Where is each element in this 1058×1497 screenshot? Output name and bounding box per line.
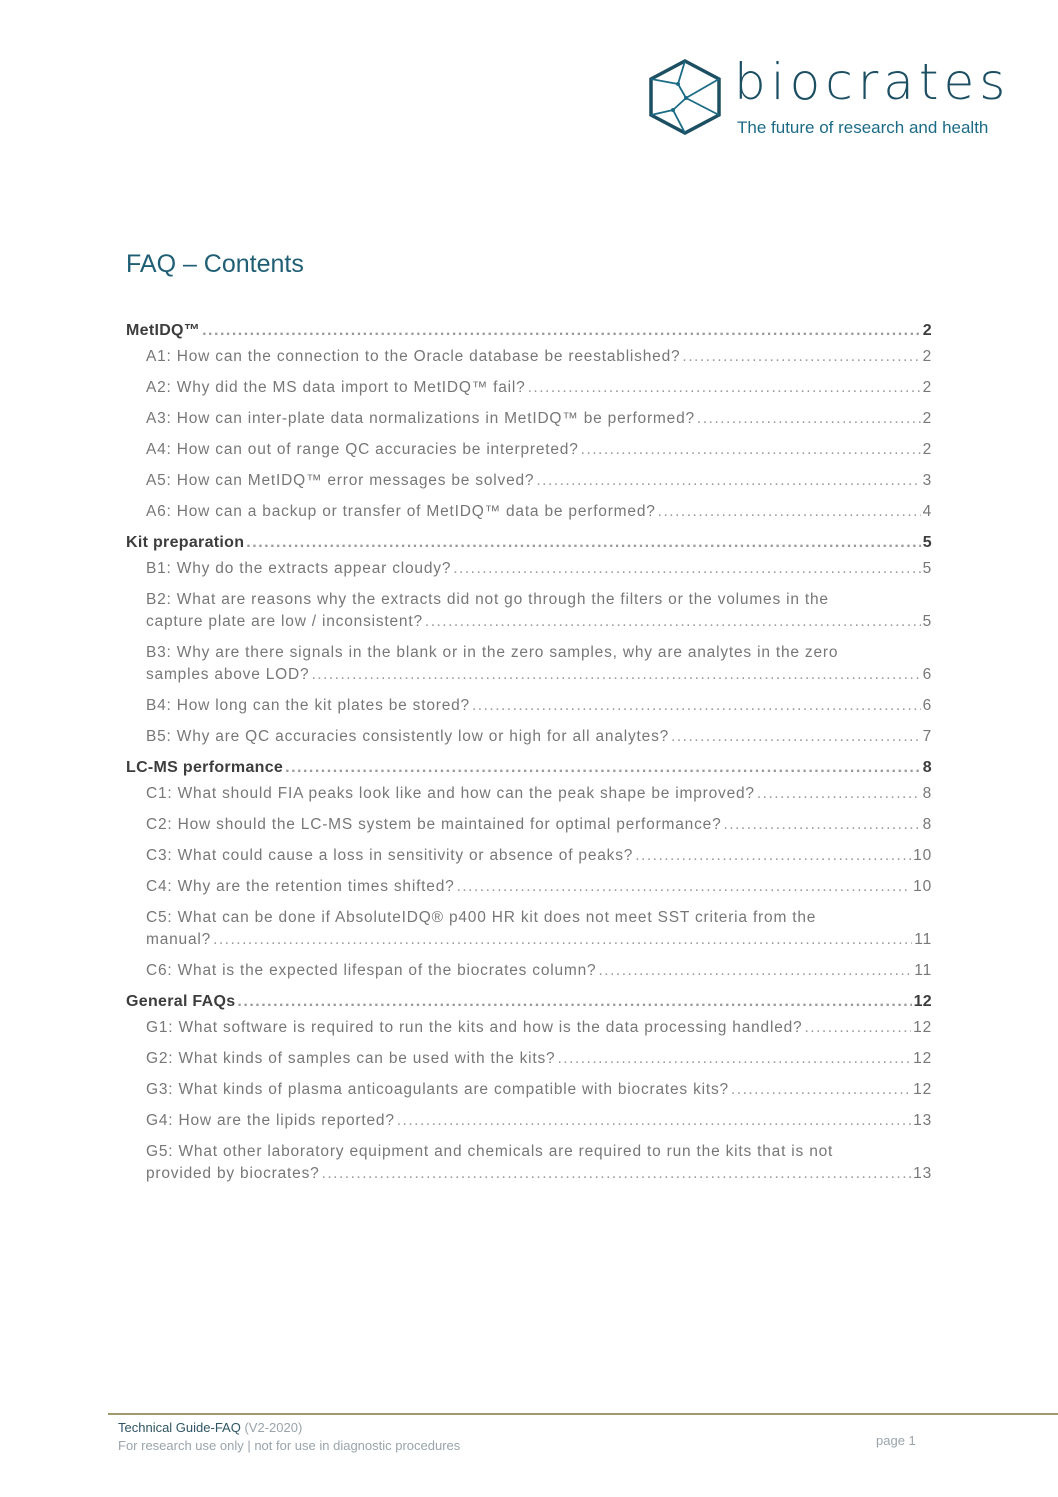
toc-page-number: 8	[922, 759, 932, 776]
toc-leader	[397, 1110, 911, 1132]
toc-page-number: 12	[913, 1050, 932, 1067]
toc-item-label: G4: How are the lipids reported?	[146, 1112, 395, 1129]
toc-leader	[697, 408, 921, 430]
toc-item-label: C2: How should the LC-MS system be maintained for optimal performance?	[146, 816, 722, 833]
toc-leader	[682, 346, 920, 368]
toc-item[interactable]	[126, 642, 932, 686]
toc-item[interactable]	[126, 783, 932, 805]
toc-page-number: 5	[922, 534, 932, 551]
toc-leader	[311, 664, 920, 686]
toc-item[interactable]	[126, 1110, 932, 1132]
toc-section-label: Kit preparation	[126, 534, 245, 551]
toc-item[interactable]	[126, 558, 932, 580]
toc-page-number: 12	[913, 1081, 932, 1098]
footer-version: (V2-2020)	[244, 1420, 303, 1435]
toc-page-number: 11	[914, 931, 932, 948]
toc-leader	[213, 929, 912, 951]
toc-item[interactable]	[126, 1017, 932, 1039]
footer-doc-name: Technical Guide-FAQ	[118, 1420, 241, 1435]
footer-divider	[108, 1413, 1058, 1415]
toc-page-number: 8	[922, 816, 932, 833]
toc-item-label: B4: How long can the kit plates be stored?	[146, 697, 470, 714]
toc-section[interactable]	[126, 991, 932, 1013]
toc-item-label: G2: What kinds of samples can be used with the kits?	[146, 1050, 556, 1067]
toc-page-number: 13	[913, 1112, 932, 1129]
toc-item-label: C1: What should FIA peaks look like and how can the peak shape be improved?	[146, 785, 755, 802]
toc-leader	[658, 501, 921, 523]
toc-page-number: 12	[913, 1019, 932, 1036]
toc-item[interactable]	[126, 726, 932, 748]
toc-leader	[453, 558, 920, 580]
toc-item-label: A2: Why did the MS data import to MetIDQ™ fail?	[146, 379, 526, 396]
toc-leader	[322, 1163, 912, 1185]
toc-item[interactable]	[126, 346, 932, 368]
toc-page-number: 2	[922, 379, 932, 396]
toc-item-label-line1: B3: Why are there signals in the blank or in the zero samples, why are analytes in the zero	[146, 644, 839, 661]
toc-leader	[237, 991, 911, 1013]
toc-page-number: 13	[913, 1165, 932, 1182]
toc-item-label: G3: What kinds of plasma anticoagulants are compatible with biocrates kits?	[146, 1081, 729, 1098]
toc-leader	[457, 876, 912, 898]
toc-section[interactable]	[126, 320, 932, 342]
toc-item[interactable]	[126, 695, 932, 717]
toc-item[interactable]	[126, 1048, 932, 1070]
toc-page-number: 6	[922, 666, 932, 683]
toc-item-label: capture plate are low / inconsistent?	[146, 613, 423, 630]
toc-page-number: 2	[922, 348, 932, 365]
toc-item-label: A3: How can inter-plate data normalizations in MetIDQ™ be performed?	[146, 410, 695, 427]
toc-page-number: 4	[922, 503, 932, 520]
toc-item[interactable]	[126, 876, 932, 898]
toc-item-label: A1: How can the connection to the Oracle database be reestablished?	[146, 348, 681, 365]
toc-item-label-line1: C5: What can be done if AbsoluteIDQ® p400 HR kit does not meet SST criteria from the	[146, 909, 817, 926]
toc-item-label: G1: What software is required to run the kits and how is the data processing handled?	[146, 1019, 803, 1036]
toc-page-number: 8	[922, 785, 932, 802]
toc-leader	[536, 470, 920, 492]
toc-item[interactable]	[126, 408, 932, 430]
toc-leader	[757, 783, 921, 805]
toc-page-number: 12	[913, 993, 932, 1010]
toc-item[interactable]	[126, 960, 932, 982]
toc-page-number: 5	[922, 613, 932, 630]
toc-leader	[557, 1048, 911, 1070]
table-of-contents	[126, 314, 932, 1194]
toc-leader	[804, 1017, 911, 1039]
toc-page-number: 2	[922, 322, 932, 339]
toc-page-number: 11	[914, 962, 932, 979]
toc-leader	[202, 320, 921, 342]
footer-doc-title	[118, 1420, 302, 1435]
toc-section-label: MetIDQ™	[126, 322, 201, 339]
toc-item-label: C3: What could cause a loss in sensitivity or absence of peaks?	[146, 847, 634, 864]
brand-name: biocrates	[734, 53, 1011, 111]
toc-leader	[285, 757, 921, 779]
toc-item-label: C6: What is the expected lifespan of the biocrates column?	[146, 962, 597, 979]
toc-section-label: General FAQs	[126, 993, 236, 1010]
toc-item[interactable]	[126, 470, 932, 492]
toc-item-label: provided by biocrates?	[146, 1165, 320, 1182]
footer-disclaimer: For research use only | not for use in diagnostic procedures	[118, 1438, 461, 1453]
toc-item-label-line1: G5: What other laboratory equipment and chemicals are required to run the kits that is not	[146, 1143, 834, 1160]
toc-page-number: 10	[913, 847, 932, 864]
toc-item[interactable]	[126, 1141, 932, 1185]
toc-section-label: LC-MS performance	[126, 759, 284, 776]
toc-leader	[723, 814, 920, 836]
toc-item[interactable]	[126, 845, 932, 867]
toc-item-label-line1: B2: What are reasons why the extracts did not go through the filters or the volumes in the	[146, 591, 829, 608]
toc-item-label: C4: Why are the retention times shifted?	[146, 878, 455, 895]
toc-leader	[425, 611, 921, 633]
page-title: FAQ – Contents	[126, 250, 304, 278]
toc-leader	[671, 726, 921, 748]
toc-item-label: manual?	[146, 931, 212, 948]
toc-page-number: 2	[922, 410, 932, 427]
toc-item[interactable]	[126, 814, 932, 836]
brand-tagline: The future of research and health	[737, 118, 989, 137]
toc-page-number: 10	[913, 878, 932, 895]
toc-item[interactable]	[126, 377, 932, 399]
toc-item-label: B5: Why are QC accuracies consistently low or high for all analytes?	[146, 728, 670, 745]
toc-leader	[472, 695, 921, 717]
toc-leader	[598, 960, 912, 982]
toc-item-label: A6: How can a backup or transfer of MetIDQ™ data be performed?	[146, 503, 656, 520]
toc-section[interactable]	[126, 757, 932, 779]
toc-item-label: A5: How can MetIDQ™ error messages be solved?	[146, 472, 535, 489]
toc-page-number: 2	[922, 441, 932, 458]
toc-leader	[731, 1079, 911, 1101]
page-number: page 1	[876, 1433, 916, 1448]
toc-page-number: 3	[922, 472, 932, 489]
toc-item-label: A4: How can out of range QC accuracies be interpreted?	[146, 441, 579, 458]
toc-leader	[635, 845, 911, 867]
toc-item[interactable]	[126, 439, 932, 461]
brand-logo	[648, 53, 1011, 140]
hexagon-network-icon	[648, 58, 722, 136]
toc-item[interactable]	[126, 1079, 932, 1101]
toc-item[interactable]	[126, 501, 932, 523]
toc-section[interactable]	[126, 532, 932, 554]
toc-item[interactable]	[126, 589, 932, 633]
toc-item[interactable]	[126, 907, 932, 951]
toc-item-label: B1: Why do the extracts appear cloudy?	[146, 560, 452, 577]
toc-item-label: samples above LOD?	[146, 666, 310, 683]
toc-page-number: 6	[922, 697, 932, 714]
toc-leader	[528, 377, 921, 399]
toc-page-number: 5	[922, 560, 932, 577]
toc-leader	[246, 532, 921, 554]
toc-page-number: 7	[922, 728, 932, 745]
toc-leader	[581, 439, 921, 461]
